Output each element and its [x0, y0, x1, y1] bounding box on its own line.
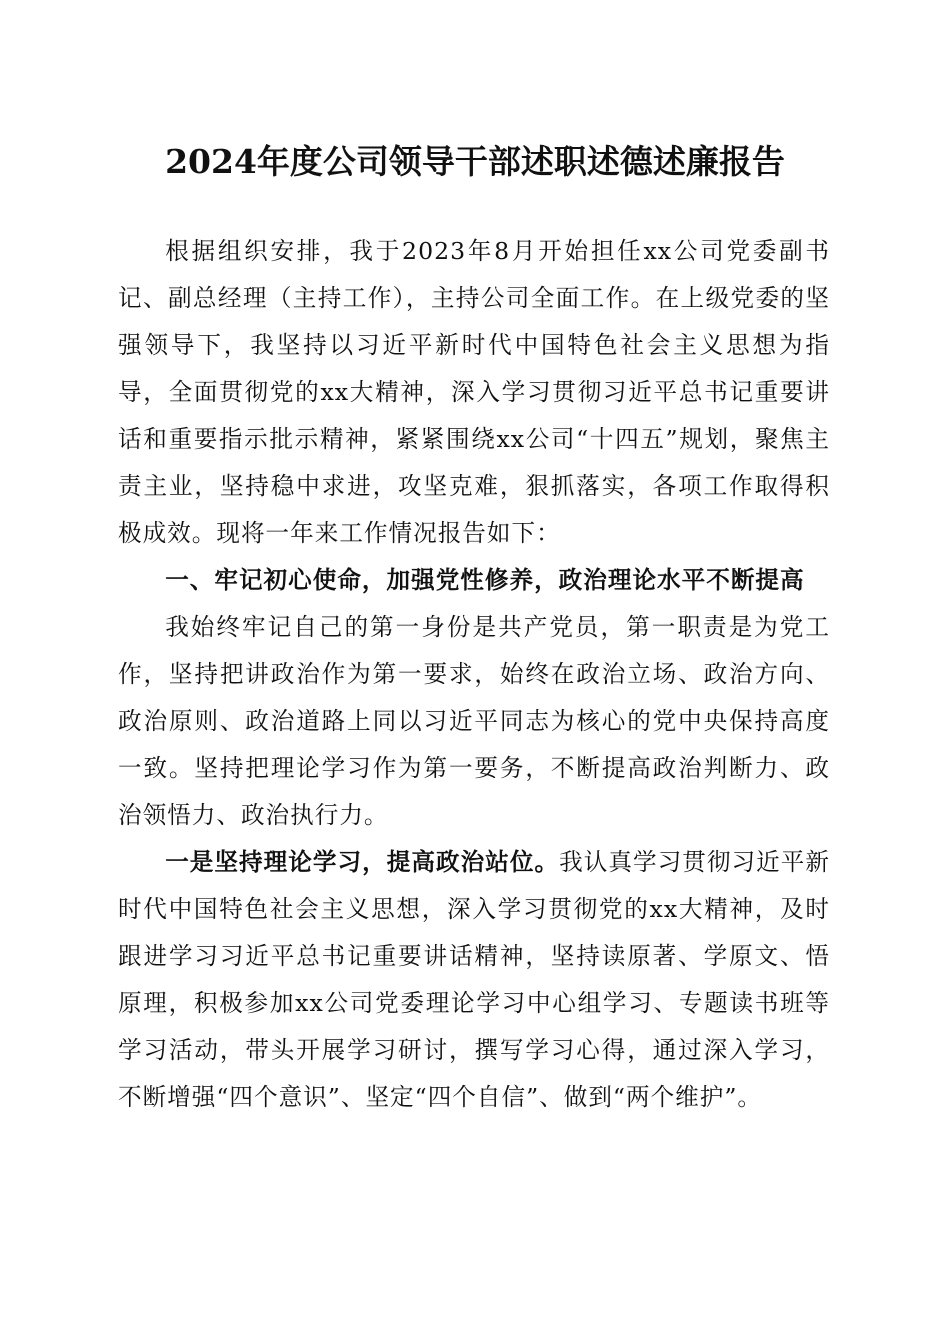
section-heading: 一、牢记初心使命，加强党性修养，政治理论水平不断提高	[165, 566, 805, 594]
document-title: 2024年度公司领导干部述职述德述廉报告	[165, 142, 785, 181]
point-text: 我认真学习贯彻习近平新时代中国特色社会主义思想，深入学习贯彻党的xx大精神，及时跟进学习习近平总书记重要讲话精神，坚持读原著、学原文、悟原理，积极参加xx公司党委理论学习中心组学习、专题读书班等学习活动，带头开展学习研讨，撰写学习心得，通过深入学习，不断增强“四个意识”、坚定“四个自信”、做到“两个维护”。	[118, 848, 831, 1111]
intro-paragraph: 根据组织安排，我于2023年8月开始担任xx公司党委副书记、副总经理（主持工作），主持公司全面工作。在上级党委的坚强领导下，我坚持以习近平新时代中国特色社会主义思想为指导，全面贯彻党的xx大精神，深入学习贯彻习近平总书记重要讲话和重要指示批示精神，紧紧围绕xx公司“十四五”规划，聚焦主责主业，坚持稳中求进，攻坚克难，狠抓落实，各项工作取得积极成效。现将一年来工作情况报告如下：	[118, 237, 830, 547]
point-paragraph	[118, 839, 830, 1121]
section-paragraph: 我始终牢记自己的第一身份是共产党员，第一职责是为党工作，坚持把讲政治作为第一要求，始终在政治立场、政治方向、政治原则、政治道路上同以习近平同志为核心的党中央保持高度一致。坚持把理论学习作为第一要务，不断提高政治判断力、政治领悟力、政治执行力。	[118, 613, 830, 829]
document-body	[118, 228, 830, 1121]
point-lead: 一是坚持理论学习，提高政治站位。	[165, 848, 560, 876]
